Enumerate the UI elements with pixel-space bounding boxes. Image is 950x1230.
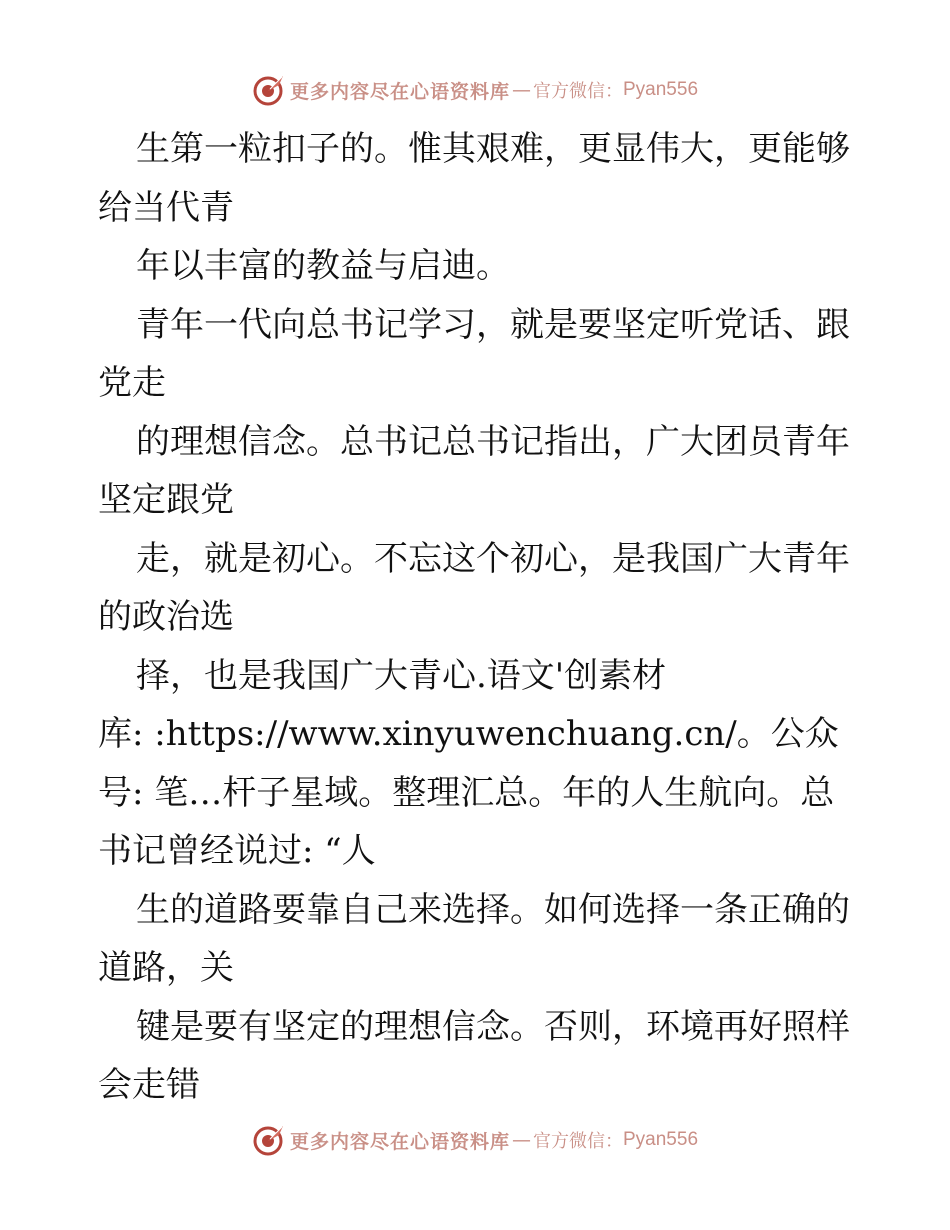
body-line: 给当代青 bbox=[98, 187, 234, 228]
body-line: 党走 bbox=[98, 363, 166, 403]
document-body bbox=[98, 120, 858, 1115]
footer-banner bbox=[0, 1120, 950, 1160]
body-line: 的理想信念。总书记总书记指出，广大团员青年 bbox=[136, 421, 850, 462]
body-line: 青年一代向总书记学习，就是要坚定听党话、跟 bbox=[136, 304, 850, 345]
header-banner-official: 官方微信： bbox=[533, 81, 623, 102]
body-line: 号: 笔…杆子星域。整理汇总。年的人生航向。总 bbox=[98, 772, 835, 813]
header-banner-id: Pyan556 bbox=[623, 79, 699, 100]
body-line: 库: :https://www.xinyuwenchuang.cn/。公众 bbox=[98, 714, 839, 754]
body-line: 坚定跟党 bbox=[98, 480, 234, 520]
body-line: 书记曾经说过: “人 bbox=[98, 831, 376, 871]
footer-banner-id: Pyan556 bbox=[623, 1129, 699, 1150]
footer-banner-dash: — bbox=[512, 1129, 531, 1151]
body-line: 生的道路要靠自己来选择。如何选择一条正确的 bbox=[136, 889, 850, 930]
header-banner bbox=[0, 70, 950, 110]
quill-logo-icon bbox=[252, 1123, 286, 1157]
footer-banner-official: 官方微信： bbox=[533, 1131, 623, 1152]
body-line: 道路，关 bbox=[98, 948, 234, 988]
body-line: 的政治选 bbox=[98, 597, 234, 637]
body-line: 键是要有坚定的理想信念。否则，环境再好照样 bbox=[136, 1006, 850, 1047]
header-banner-dash: — bbox=[512, 79, 531, 101]
body-line: 会走错 bbox=[98, 1065, 200, 1105]
header-banner-text: 更多内容尽在心语资料库 bbox=[289, 80, 510, 103]
body-line: 择，也是我国广大青心.语文'创素材 bbox=[136, 655, 667, 696]
quill-logo-icon bbox=[252, 73, 286, 107]
body-line: 生第一粒扣子的。惟其艰难，更显伟大，更能够 bbox=[136, 129, 850, 169]
footer-banner-text: 更多内容尽在心语资料库 bbox=[289, 1130, 510, 1153]
body-line: 走，就是初心。不忘这个初心，是我国广大青年 bbox=[136, 538, 850, 579]
body-line: 年以丰富的教益与启迪。 bbox=[136, 246, 510, 286]
